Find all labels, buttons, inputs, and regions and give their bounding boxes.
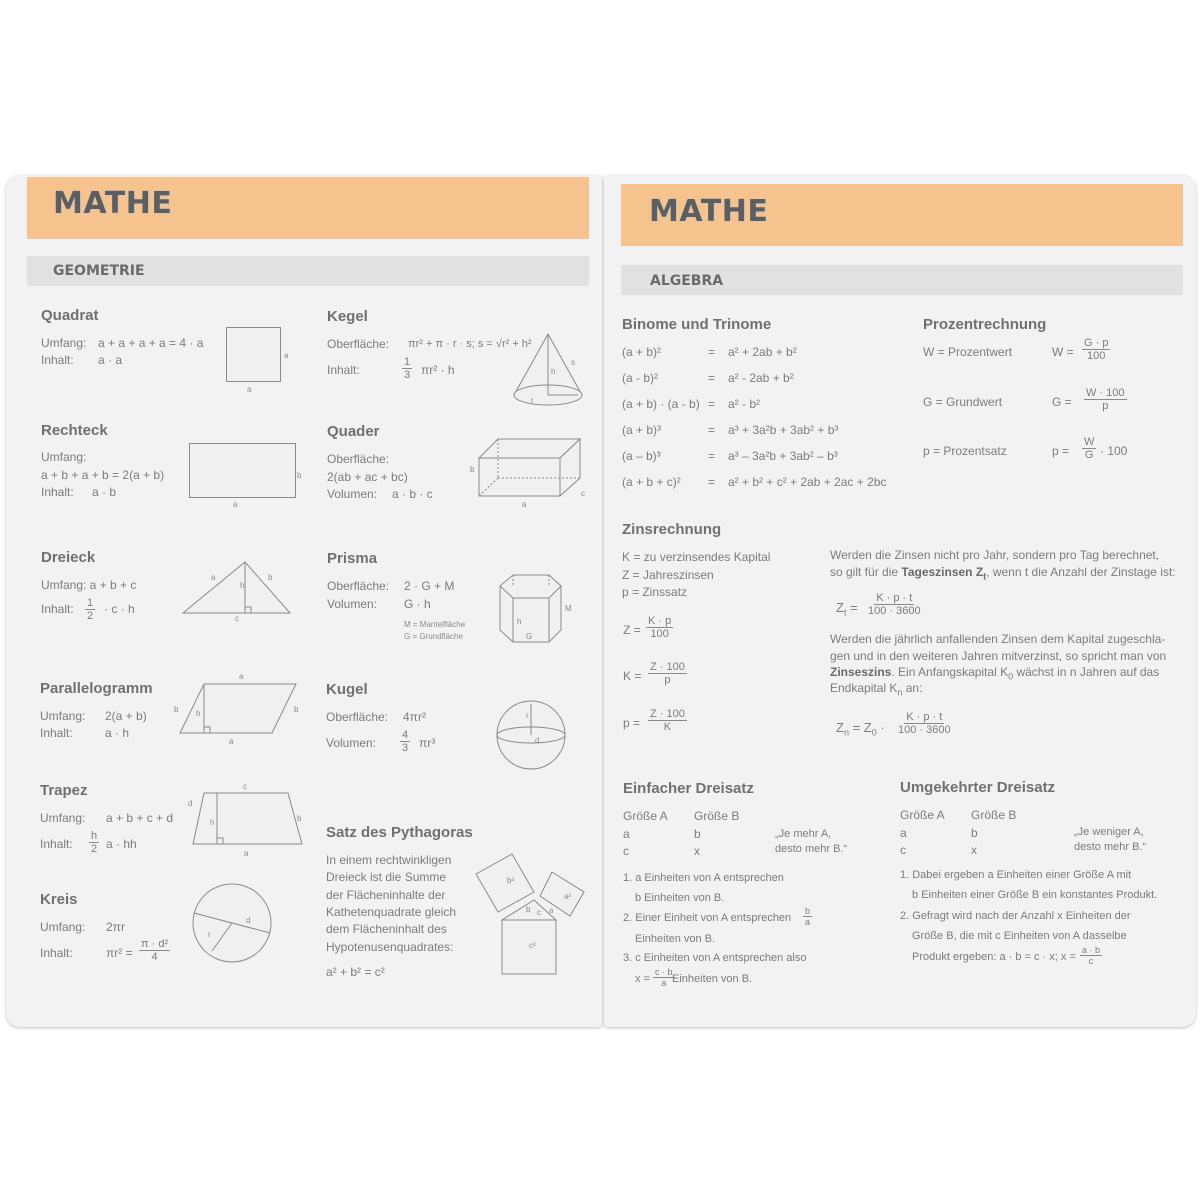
pythagoras-formula: a² + b² = c² [326,965,385,979]
kreis-frac-num: π · d² [141,938,169,950]
zins-zn-sub2: 0 [871,727,877,738]
rechteck-umfang: a + b + a + b = 2(a + b) [41,468,165,482]
binome-row-2-right: a² - 2ab + b² [728,371,794,385]
kugel-oberflaeche: 4πr² [403,710,426,724]
quadrat-label-side: a [284,351,289,360]
pythagoras-label-a2: a² [564,892,572,901]
zins-zt-eq [836,600,858,618]
zins-text1-a: Werden die Zinsen nicht pro Jahr, sondern pro Tag berechnet, [830,548,1160,562]
quadrat-inhalt: a · a [98,353,123,367]
kreis-inhalt-label: Inhalt: [40,946,73,960]
kegel-inhalt-rest: πr² · h [421,363,455,377]
pythagoras-label-b: b [526,905,531,914]
pythagoras-line-4: Kathetenquadrate gleich [326,905,457,919]
prozent-g-den: p [1102,400,1109,412]
prozent-w-fraction [1082,337,1110,362]
zins-z-num: K · p [648,615,672,627]
kegel-fraction [402,356,412,381]
zins-zn-num: K · p · t [906,711,943,723]
zins-k-eq: K = [623,669,642,683]
umgekehrt-col-a: Größe A [900,808,945,822]
rechteck-label-side: b [297,471,302,480]
kegel-label-r: r [531,396,534,405]
dreisatz-r1b: b [694,827,701,841]
square-figure [226,327,282,383]
parallelogramm-inhalt-label: Inhalt: [40,726,73,740]
kugel-label-d: d [535,736,540,745]
rechteck-title: Rechteck [41,422,108,439]
dreisatz-r2b: x [694,844,700,858]
section-title-geometrie: GEOMETRIE [53,263,145,279]
prozent-w-num: G · p [1084,337,1109,349]
zins-text2-d-pre: Endkapital K [830,681,898,695]
trapez-label-b: b [297,814,302,823]
zins-k-num: Z · 100 [650,661,685,673]
kugel-volumen-rest: πr³ [419,736,436,750]
zins-text1-b-sub: t [983,571,987,582]
dreieck-umfang: Umfang: a + b + c [41,578,137,592]
kegel-label-h: h [551,367,556,376]
kegel-frac-num: 1 [404,356,411,368]
zins-text2-c-post: wächst in n Jahren auf das [1013,665,1160,679]
umgekehrt-quote-1: „Je weniger A, [1074,826,1144,838]
dreisatz-step-3-post: Einheiten von B. [672,973,753,985]
trapez-umfang: a + b + c + d [106,811,174,825]
zins-p-eq: p = [623,716,641,730]
cuboid-figure [478,438,584,498]
pythagoras-line-1: In einem rechtwinkligen [326,853,452,867]
pythagoras-figure [474,848,590,978]
pythagoras-label-b2: b² [507,876,515,885]
dreisatz-s3-den: a [661,978,667,988]
zins-title: Zinsrechnung [622,521,722,538]
trapez-label-c: c [243,782,247,791]
zins-p-fraction [648,708,687,733]
right-banner-title: MATHE [649,194,769,229]
pythagoras-label-c2: c² [529,941,536,950]
zins-zn-eq [836,720,885,738]
umgekehrt-title: Umgekehrter Dreisatz [900,779,1056,796]
prisma-label-m: M [565,604,572,613]
prisma-title: Prisma [327,550,378,567]
quadrat-title: Quadrat [41,307,99,324]
zins-z-fraction [646,615,673,640]
binome-row-6-left: (a + b + c)² [622,475,681,489]
binome-title: Binome und Trinome [622,316,772,333]
zins-text2-c [830,665,1159,681]
circle-figure [192,883,272,963]
parallelogramm-label-a-top: a [239,672,244,681]
quadrat-umfang-label: Umfang: [41,336,87,350]
parallelogramm-label-a-bottom: a [229,737,234,746]
binome-row-2-left: (a - b)² [622,371,658,385]
trapez-label-h: h [210,818,215,827]
prozent-g-def: G = Grundwert [923,395,1003,409]
dreieck-frac-num: 1 [87,597,94,609]
prisma-oberflaeche: 2 · G + M [404,579,455,593]
umgekehrt-step-2-fraction [1080,945,1102,966]
dreieck-fraction [85,597,95,622]
quadrat-umfang: a + a + a + a = 4 · a [98,336,204,350]
trapezoid-figure [192,792,304,846]
dreisatz-s2-den: a [805,917,811,927]
zins-zn-den: 100 · 3600 [898,724,951,736]
quader-label-b: b [470,465,475,474]
dreisatz-step-2b: Einheiten von B. [635,933,716,945]
kreis-label-d: d [246,916,251,925]
prozent-p-fraction [1082,436,1096,461]
binome-row-3-eq: = [708,397,716,411]
trapez-umfang-label: Umfang: [40,811,86,825]
parallelogramm-umfang-label: Umfang: [40,709,86,723]
rechteck-umfang-label: Umfang: [41,450,87,464]
dreieck-label-a: a [211,573,216,582]
umgekehrt-r2a: c [900,843,906,857]
section-title-algebra: ALGEBRA [650,273,724,289]
parallelogramm-umfang: 2(a + b) [105,709,147,723]
pythagoras-label-a: a [549,906,554,915]
zins-zn-eq2: = Z [852,720,872,735]
kreis-label-r: r [208,930,211,939]
dreieck-title: Dreieck [41,549,96,566]
zins-zt-sub: t [843,607,847,618]
zins-text1-b [830,565,1176,581]
zins-text1-b-bold: Tageszinsen Z [901,565,984,579]
dreisatz-col-b: Größe B [694,809,740,823]
kreis-fraction [139,938,170,963]
zins-zn-dot: · [880,720,885,735]
binome-row-5-right: a³ – 3a²b + 3ab² – b³ [728,449,838,463]
kegel-oberflaeche: πr² + π · r · s; s = √r² + h² [408,338,532,350]
dreieck-inhalt-label: Inhalt: [41,602,74,616]
rechteck-inhalt-label: Inhalt: [41,485,74,499]
binome-row-1-left: (a + b)² [622,345,662,359]
dreisatz-step-3a: 3. c Einheiten von A entsprechen also [623,952,807,964]
umgekehrt-col-b: Größe B [971,808,1017,822]
trapez-title: Trapez [40,782,88,799]
binome-row-1-eq: = [708,345,716,359]
binome-row-6-right: a² + b² + c² + 2ab + 2ac + 2bc [728,475,887,489]
prozent-p-rest: · 100 [1100,444,1128,458]
kugel-frac-num: 4 [402,729,409,741]
dreieck-frac-den: 2 [87,610,94,622]
zins-z-den: 100 [650,628,669,640]
rectangle-figure [189,443,297,499]
kreis-umfang-label: Umfang: [40,920,86,934]
prozent-p-def: p = Prozentsatz [923,444,1007,458]
dreisatz-step-1b: b Einheiten von B. [635,892,725,904]
prisma-note-m: M = Mantelfläche [404,620,466,629]
zins-text2-d-sub: n [897,687,903,698]
zins-z-eq: Z = [623,623,641,637]
prisma-label-h: h [517,617,522,626]
dreieck-inhalt-rest: · c · h [104,602,135,616]
zins-p-num: Z · 100 [650,708,685,720]
kugel-title: Kugel [326,681,368,698]
zins-text2-d-post: an: [902,681,923,695]
kreis-umfang: 2πr [106,920,125,934]
zins-text2-b: gen und in den weiteren Jahren mitverzinst, so spricht man von [830,649,1167,663]
kreis-title: Kreis [40,891,78,908]
umgekehrt-quote-2: desto mehr B.“ [1074,841,1147,853]
zins-zt-num: K · p · t [876,592,913,604]
prisma-oberflaeche-label: Oberfläche: [327,579,390,593]
umgekehrt-step-1b: b Einheiten einer Größe B ein konstantes Produkt. [912,889,1158,901]
prisma-volumen: G · h [404,597,431,611]
pythagoras-line-5: dem Flächeninhalt des [326,922,447,936]
umgekehrt-r1a: a [900,826,907,840]
binome-row-3-right: a² - b² [728,397,761,411]
prozent-g-num: W · 100 [1086,387,1125,399]
trapez-frac-den: 2 [91,843,98,855]
zins-zt-fraction [866,592,923,617]
zins-text2-a: Werden die jährlich anfallenden Zinsen dem Kapital zugeschla- [830,632,1166,646]
dreisatz-step-2a: 2. Einer Einheit von A entsprechen [623,912,792,924]
quader-label-c: c [581,489,585,498]
zins-zt-den: 100 · 3600 [868,605,921,617]
umgekehrt-step-2b: Größe B, die mit c Einheiten von A dasselbe [912,930,1127,942]
binome-row-1-right: a² + 2ab + b² [728,345,797,359]
dreisatz-quote-1: „Je mehr A, [775,828,832,840]
trapez-fraction [89,830,99,855]
binome-row-3-left: (a + b) · (a - b) [622,397,700,411]
zins-k-fraction [648,661,687,686]
dreisatz-s2-num: b [805,906,811,916]
prozent-w-def: W = Prozentwert [923,345,1013,359]
trapez-inhalt-rest: a · hh [106,837,137,851]
zins-zt-eq2: = [850,600,858,615]
dreisatz-quote-2: desto mehr B.“ [775,843,848,855]
zins-p-den: K [663,721,672,733]
zins-text1-b-post: , wenn t die Anzahl der Zinstage ist: [986,565,1176,579]
zins-zn-fraction [896,711,953,736]
pythagoras-title: Satz des Pythagoras [326,824,473,841]
zins-zn-z: Z [836,720,844,735]
kreis-inhalt-pre: πr² = [106,946,133,960]
dreisatz-r2a: c [623,844,629,858]
parallelogramm-title: Parallelogramm [40,680,153,697]
kugel-volumen-label: Volumen: [326,736,377,750]
trapez-inhalt-label: Inhalt: [40,837,73,851]
dreisatz-step-3-pre: x = [635,973,650,985]
dreieck-label-b: b [268,573,273,582]
binome-row-5-left: (a – b)³ [622,449,661,463]
prozent-p-num: W [1084,436,1095,448]
umgekehrt-s2-den: c [1088,956,1094,966]
umgekehrt-step-2c: Produkt ergeben: a · b = c · x; x = [912,951,1076,963]
dreisatz-step-2-fraction [803,906,812,927]
rechteck-inhalt: a · b [92,485,117,499]
sphere-figure [496,700,566,770]
left-banner-title: MATHE [53,186,173,221]
pythagoras-label-c: c [537,908,541,917]
zins-def-k: K = zu verzinsendes Kapital [622,550,771,564]
quader-oberflaeche-label: Oberfläche: [327,452,390,466]
parallelogramm-label-b-right: b [294,705,299,714]
umgekehrt-r2b: x [971,843,977,857]
dreisatz-step-1a: 1. a Einheiten von A entsprechen [623,872,784,884]
parallelogramm-inhalt: a · h [105,726,130,740]
zins-def-z: Z = Jahreszinsen [622,568,714,582]
zins-text2-c-pre2: . Ein Anfangskapital K [891,665,1009,679]
dreisatz-title: Einfacher Dreisatz [623,780,754,797]
trapez-label-a: a [244,849,249,858]
dreisatz-r1a: a [623,827,630,841]
umgekehrt-step-2a: 2. Gefragt wird nach der Anzahl x Einheiten der [900,910,1131,922]
pythagoras-line-3: der Flächeninhalte der [326,888,446,902]
kugel-oberflaeche-label: Oberfläche: [326,710,389,724]
quadrat-inhalt-label: Inhalt: [41,353,74,367]
kugel-fraction [400,729,410,754]
prozent-g-eq: G = [1052,395,1072,409]
quadrat-label-bottom: a [247,385,252,394]
kegel-title: Kegel [327,308,368,325]
triangle-figure [182,560,292,615]
pythagoras-line-6: Hypotenusenquadrates: [326,940,454,954]
binome-row-5-eq: = [708,449,716,463]
zins-text1-b-pre: so gilt für die [830,565,902,579]
kugel-frac-den: 3 [402,742,409,754]
prisma-note-g: G = Grundfläche [404,632,463,641]
prisma-label-g: G [526,632,533,641]
kugel-label-r: r [526,711,529,720]
dreisatz-s3-num: c · b [655,967,673,977]
dreisatz-col-a: Größe A [623,809,668,823]
dreieck-label-c: c [235,614,239,623]
prozent-w-eq: W = [1052,345,1074,359]
kegel-inhalt-label: Inhalt: [327,363,360,377]
zins-zt-z: Z [836,600,844,615]
quader-title: Quader [327,423,380,440]
binome-row-4-eq: = [708,423,716,437]
quader-volumen-label: Volumen: [327,487,378,501]
quader-volumen: a · b · c [392,487,433,501]
binome-row-4-left: (a + b)³ [622,423,662,437]
kegel-label-s: s [571,358,575,367]
binome-row-6-eq: = [708,475,716,489]
zins-text2-c-sub: 0 [1008,671,1014,682]
umgekehrt-r1b: b [971,826,978,840]
trapez-frac-num: h [91,830,98,842]
prozent-p-eq: p = [1052,444,1070,458]
binome-row-2-eq: = [708,371,716,385]
zins-k-den: p [664,674,671,686]
zins-def-p: p = Zinssatz [622,585,688,599]
cone-figure [512,333,586,409]
kreis-frac-den: 4 [151,951,158,963]
prozent-w-den: 100 [1087,350,1106,362]
zins-zn-sub: n [843,727,849,738]
umgekehrt-step-1a: 1. Dabei ergeben a Einheiten einer Größe A mit [900,869,1132,881]
trapez-label-d: d [188,799,193,808]
kegel-frac-den: 3 [404,369,411,381]
prozent-p-den: G [1084,449,1094,461]
umgekehrt-s2-num: a · b [1082,945,1101,955]
dreieck-label-h: h [240,581,245,590]
kegel-oberflaeche-label: Oberfläche: [327,337,390,351]
prozent-g-fraction [1084,387,1127,412]
rechteck-label-bottom: a [233,500,238,509]
prisma-volumen-label: Volumen: [327,597,378,611]
prozent-title: Prozentrechnung [923,316,1047,333]
zins-text2-d [830,681,922,697]
pythagoras-line-2: Dreieck ist die Summe [326,870,447,884]
zins-text2-c-bold: Zinseszins [830,665,892,679]
quader-oberflaeche: 2(ab + ac + bc) [327,470,408,484]
binome-row-4-right: a³ + 3a²b + 3ab² + b³ [728,423,839,437]
quader-label-a: a [522,500,527,509]
parallelogramm-label-h: h [196,709,201,718]
parallelogramm-label-b-left: b [174,705,179,714]
